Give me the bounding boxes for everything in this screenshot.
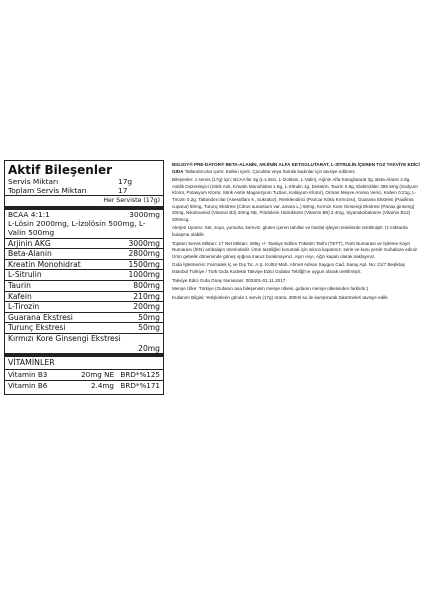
bcaa-row bbox=[5, 210, 163, 238]
ingredient-row bbox=[5, 313, 163, 323]
total-servings-label: Toplam Servis Miktarı bbox=[8, 186, 87, 195]
total-servings-row bbox=[5, 186, 163, 195]
ingredient-name: Turunç Ekstresi bbox=[8, 323, 66, 333]
ingredient-amount: 3000mg bbox=[128, 238, 160, 248]
vitamin-row bbox=[5, 381, 163, 391]
ingredient-row bbox=[5, 302, 163, 312]
ginseng-amount: 20mg bbox=[138, 343, 160, 353]
serving-size-value: 17g bbox=[118, 177, 133, 186]
lot-storage-text: Toplam Servis Miktarı: 17 Net Miktarı: 289g +/- Tavsiye Edilen Tüketim Tarihi (TETT), Parti Numarası ve İşletme Kayıt Numarası (İKN) ambalajın üzerindedir. Ürün tazeliğini korumak için sıkıca kapatınız, serin ve kuru yerde muhafaza ediniz. Ürün gebelik döneminde güneş ışığına maruz bırakmayınız. Aşırı ısıyı, Ağzı kapalı olarak saklayınız. bbox=[172, 240, 419, 259]
per-serving-header: Her Serviste (17g) bbox=[103, 197, 160, 204]
ingredient-amount: 210mg bbox=[133, 291, 160, 301]
ingredient-name: L-Tirozin bbox=[8, 302, 40, 312]
ingredient-amount: 200mg bbox=[133, 302, 160, 312]
vitamin-name: Vitamin B3 bbox=[8, 370, 48, 380]
active-ingredients-panel bbox=[4, 160, 164, 395]
serving-size-label: Servis Miktarı bbox=[8, 177, 59, 186]
approval-text: Takviye Edici Gıda Onay Numarası: 003401-01.11.2017 bbox=[172, 277, 286, 283]
product-warning: Tatlandırıcılar içerir. Kafein içerir. Çocuklar veya hamile kadınlar için tavsiye edilmez. bbox=[184, 168, 356, 174]
ingredient-row bbox=[5, 260, 163, 270]
ingredient-amount: 50mg bbox=[138, 323, 160, 333]
ingredient-row bbox=[5, 281, 163, 291]
ingredient-name: Beta-Alanin bbox=[8, 249, 52, 259]
allergen-text: Alerjen Uyarısı: Süt, soya, yumurta, kereviz, gluten içeren tahıllar ve hardal işleyen tesislerde üretilmiştir. İz miktarda bulaşma olabilir. bbox=[172, 225, 408, 237]
ingredient-amount: 800mg bbox=[133, 280, 160, 290]
ingredient-amount: 1500mg bbox=[128, 259, 160, 269]
producer-text: Gıda İşletmecisi: Farmatek İç ve Dış Tic. A.Ş. Kültür Mah. Ahmet Adnan Saygun Cad. Saray Apt. No: 21/7 Beşiktaş İstanbul Türkiye / Türk Gıda Kodeksi Takviye Edici Gıdalar Tebliği'ne uygun olarak üretilmiştir. bbox=[172, 262, 405, 274]
ingredient-amount: 50mg bbox=[138, 312, 160, 322]
panel-title: Aktif Bileşenler bbox=[8, 163, 113, 177]
vitamin-name: Vitamin B6 bbox=[8, 381, 48, 391]
origin-text: Menşe Ülke: Türkiye (Gıdanın ana bileşeninin menşe ülkesi, gıdanın menşe ülkesinden farklıdır.) bbox=[172, 286, 369, 292]
ingredient-row bbox=[5, 323, 163, 333]
serving-size-row bbox=[5, 177, 163, 186]
ingredient-amount: 1000mg bbox=[128, 270, 160, 280]
ingredient-name: Kreatin Monohidrat bbox=[8, 259, 81, 269]
ingredient-row bbox=[5, 292, 163, 302]
ingredient-row bbox=[5, 249, 163, 259]
total-servings-value: 17 bbox=[118, 186, 128, 195]
ginseng-name: Kırmızı Kore Ginsengi Ekstresi bbox=[8, 333, 121, 343]
product-info-text bbox=[172, 162, 420, 303]
vitamin-brd: BRD*%125 bbox=[120, 370, 160, 380]
product-name: BIGJOY® PRE-DATOR® BETA-ALANİN, ARJİNİN ALFA KETOGLUTARAT, L-SİTRULİN İÇEREN TOZ TAKVİYE EDİCİ GIDA bbox=[172, 162, 420, 174]
ingredients-text: Bileşenler: 1 servis (17g) için; BCAA'lar 3g (L-Lösin, L-İzolösin, L-Valin), Arjinin Alfa Ketoglutarat 3g, Beta-Alanin 2.8g, Asitlik Düzenleyici (Sitrik Asit, Kreatin Monohidrat 1.5g, L-Sitrulin 1g, Dekstrin, Taurin 0.8g, Elektrolitler 395.5mg (Sodyum Klorür, Potasyum Klorür, Sitrik Asitin Magnezyum Tuzları, Kalsiyum Klorür), Orman Meyve Aroma Verici, Kafein 0.21g, L-Tirozin 0.2g, Tatlandırıcılar (Asesülfam K, Sukraloz), Renklendirici (Pancar Kökü Kırmızısı), Guarana Ekstresi (Paullinia cupana) 50mg, Turunç Ekstresi (Citrus aurantium var. amara L.) 50mg, Kırmızı Kore Ginsengi Ekstresi (Panax ginseng) 20mg, Nikotinamid (Vitamin B3) 20mg NE, Piridoksin Hidroklorür (Vitamin B6) 2.4mg, Siyanokobalamin (Vitamin B12) 200mcg. bbox=[172, 177, 418, 222]
bcaa-title: BCAA 4:1:1 bbox=[8, 210, 50, 219]
product-heading bbox=[172, 162, 420, 175]
ingredient-name: Guarana Ekstresi bbox=[8, 312, 73, 322]
bcaa-detail: L-Lösin 2000mg, L-İzolösin 500mg, L-Valin 500mg bbox=[8, 219, 146, 238]
ingredient-name: Kafein bbox=[8, 291, 32, 301]
vitamin-amount: 2.4mg bbox=[91, 381, 114, 391]
ingredient-name: L-Sitrulin bbox=[8, 270, 42, 280]
vitamin-brd: BRD*%171 bbox=[120, 381, 160, 391]
ingredient-row bbox=[5, 239, 163, 249]
ingredient-amount: 2800mg bbox=[128, 249, 160, 259]
vitamins-heading: VİTAMİNLER bbox=[8, 358, 55, 368]
ginseng-row bbox=[5, 334, 163, 353]
ingredient-row bbox=[5, 270, 163, 280]
vitamin-amount: 20mg NE bbox=[81, 370, 114, 380]
usage-text: Kullanım Bilgisi: Yetişkinlerin günde 1 servis (17g) ürünü, 300ml su ile karıştırarak tüketmeleri tavsiye edilir. bbox=[172, 294, 389, 300]
bcaa-amount: 3000mg bbox=[129, 210, 160, 219]
vitamin-row bbox=[5, 370, 163, 380]
ingredient-name: Arjinin AKG bbox=[8, 238, 51, 248]
ingredient-name: Taurin bbox=[8, 280, 31, 290]
